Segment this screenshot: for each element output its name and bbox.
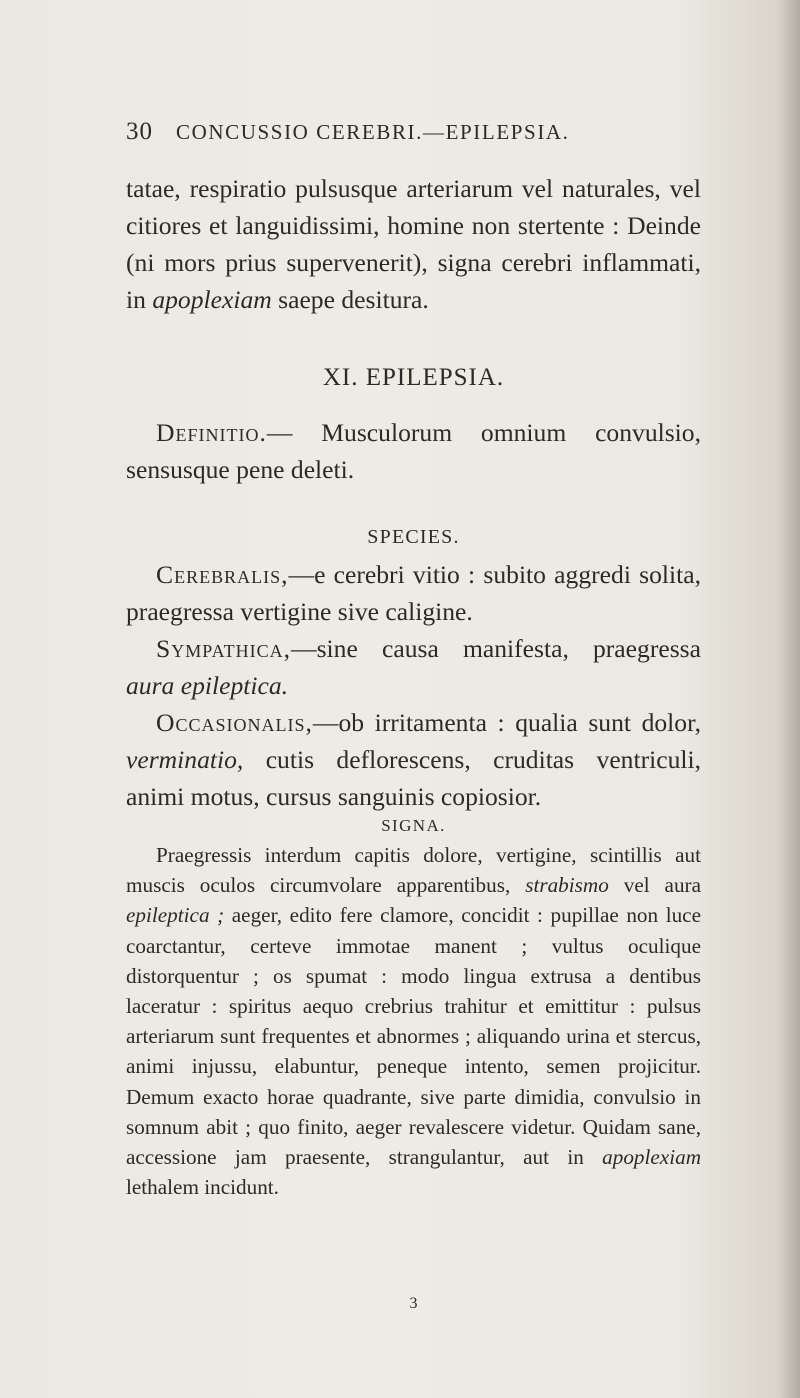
species-text: —e cerebri vitio : subito aggredi solita, praegressa vertigine sive caligine.	[126, 560, 701, 626]
binding-shadow	[778, 0, 800, 1398]
species-label: Sympathica,	[156, 634, 291, 663]
signa-italic-3: apoplexiam	[602, 1145, 701, 1170]
definitio-label: Definitio.	[156, 418, 267, 447]
species-italic: verminatio,	[126, 745, 244, 774]
definitio-paragraph	[126, 414, 701, 488]
intro-text-1: tatae, respiratio pulsusque arteriarum vel naturales, vel citiores et languidissimi, homine non stertente : Deinde (ni mors prius supervenerit), signa cerebri inflammati, in	[126, 174, 701, 314]
intro-italic: apoplexiam	[152, 285, 272, 314]
page-number: 30	[126, 118, 153, 145]
species-text: —ob irritamenta : qualia sunt dolor,	[312, 708, 701, 737]
signa-text-1: Praegressis interdum capitis dolore, vertigine, scintillis aut muscis oculos circumvolare apparentibus,	[126, 843, 701, 898]
signa-paragraph	[126, 840, 701, 1202]
signa-italic-1: strabismo	[525, 873, 609, 898]
species-item	[126, 630, 701, 704]
species-title: SPECIES.	[367, 526, 460, 548]
species-italic: aura epileptica.	[126, 671, 289, 700]
signa-text-2: vel aura	[608, 873, 701, 898]
section-title: XI. EPILEPSIA.	[322, 364, 505, 391]
definitio-text: — Musculorum omnium convulsio, sensusque pene deleti.	[126, 418, 701, 484]
running-head: CONCUSSIO CEREBRI.—EPILEPSIA.	[176, 120, 570, 144]
signa-italic-2: epileptica ;	[126, 903, 225, 928]
species-item	[126, 704, 701, 815]
signa-title: SIGNA.	[381, 816, 446, 835]
species-label: Cerebralis,	[156, 560, 289, 589]
page-header	[126, 118, 686, 146]
species-text: —sine causa manifesta, praegressa	[291, 634, 701, 663]
species-list	[126, 556, 701, 815]
signa-text-3: aeger, edito fere clamore, concidit : pupillae non luce coarctantur, certeve immotae manent ; vultus oculique distorquentur ; os spumat : modo lingua extrusa a dentibus laceratur : spiritus aequo crebrius trahitur et emittitur : pulsus arteriarum sunt frequentes et abnormes ; aliquando urina et stercus, animi injussu, elabuntur, peneque intento, semen projicitur. Demum exacto horae quadrante, sive parte dimidia, convulsio in somnum abit ; quo finito, aeger revalescere videtur. Quidam sane, accessione jam praesente, strangulantur, aut in	[126, 903, 701, 1170]
species-text-after: cutis deflorescens, cruditas ventriculi, animi motus, cursus sanguinis copiosior.	[126, 745, 701, 811]
intro-paragraph	[126, 170, 701, 318]
species-item	[126, 556, 701, 630]
intro-text-2: saepe desitura.	[271, 285, 429, 314]
signature-mark: 3	[409, 1295, 418, 1312]
species-label: Occasionalis,	[156, 708, 313, 737]
signa-text-4: lethalem incidunt.	[126, 1175, 279, 1200]
